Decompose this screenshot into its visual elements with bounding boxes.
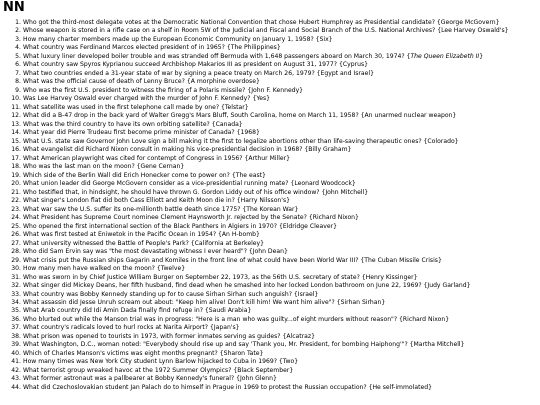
- question-number: 5.: [15, 52, 21, 60]
- question-text: What was first tested at Eniwetok in the Pacific Ocean in 1954? {An H-bomb}: [23, 231, 260, 239]
- question-text: What evangelist did Richard Nixon consult in making his vice-presidential decision in 1968? {Billy Graham}: [23, 146, 352, 154]
- question-item: [0, 146, 536, 154]
- question-item: [0, 350, 536, 358]
- question-number: 42.: [11, 366, 21, 374]
- question-number: 2.: [15, 27, 21, 35]
- question-item: [0, 44, 536, 52]
- question-text: Was Lee Harvey Oswald ever charged with the murder of John F. Kennedy? {Yes}: [23, 95, 271, 103]
- question-number: 24.: [11, 214, 21, 222]
- question-text: What was the third country to have its own orbiting satellite? {Canada}: [23, 120, 243, 128]
- question-number: 44.: [11, 383, 21, 391]
- question-text-end: }: [479, 52, 484, 60]
- question-item: [0, 121, 536, 129]
- question-item: [0, 316, 536, 324]
- question-text: How many times was New York City student Lynn Barlow hijacked to Cuba in 1969? {Two}: [23, 358, 299, 366]
- question-number: 15.: [11, 137, 21, 145]
- question-text: What crisis put the Russian ships Gagarin and Komiles in the front line of what could have been World War III? {The Cuban Missile Crisis}: [23, 256, 442, 264]
- question-number: 7.: [15, 69, 21, 77]
- question-item: [0, 138, 536, 146]
- question-number: 32.: [11, 282, 21, 290]
- question-text: What former astronaut was a pallbearer at Bobby Kennedy's funeral? {John Glenn}: [23, 375, 277, 383]
- question-item: [0, 375, 536, 383]
- question-number: 14.: [11, 129, 21, 137]
- question-item: [0, 333, 536, 341]
- question-text: What university witnessed the Battle of People's Park? {California at Berkeley}: [23, 239, 265, 247]
- question-number: 38.: [11, 332, 21, 340]
- question-text: Who did Sam Ervin say was "the most devastating witness I ever heard"? {John Dean}: [23, 248, 288, 256]
- question-number: 36.: [11, 315, 21, 323]
- question-item: [0, 129, 536, 137]
- question-item: [0, 180, 536, 188]
- question-item: [0, 257, 536, 265]
- question-text: What country saw Spyros Kyprianou succeed Archbishop Makarios III as president on August 31, 1977? {Cyprus}: [23, 61, 368, 69]
- question-item: [0, 307, 536, 315]
- question-item: [0, 223, 536, 231]
- question-number: 12.: [11, 112, 21, 120]
- question-number: 21.: [11, 188, 21, 196]
- question-text: What President has Supreme Court nominee Clement Haynsworth Jr. rejected by the Senate? {Richard Nixon}: [23, 214, 359, 222]
- page-title: NN: [3, 0, 25, 15]
- question-item: [0, 206, 536, 214]
- question-number: 16.: [11, 146, 21, 154]
- question-item: [0, 95, 536, 103]
- question-item: [0, 248, 536, 256]
- question-item: [0, 87, 536, 95]
- question-item: [0, 155, 536, 163]
- question-text: Who opened the first international section of the Black Panthers in Algiers in 1970? {Eldridge Cleaver}: [23, 222, 338, 230]
- question-item: [0, 231, 536, 239]
- question-text: What singer did Mickey Deans, her fifth husband, find dead when he smashed into her locked London bathroom on June 22, 1969? {Judy Garland}: [23, 282, 471, 290]
- question-text: What country was Bobby Kennedy standing up for to cause Sirhan Sirhan such anguish? {Israel}: [23, 290, 319, 298]
- question-number: 25.: [11, 222, 21, 230]
- question-list: [0, 19, 536, 392]
- question-text: What singer's London flat did both Cass Elliott and Keith Moon die in? {Harry Nilsson's}: [23, 197, 291, 205]
- question-number: 9.: [15, 86, 21, 94]
- question-text: Which of Charles Manson's victims was eight months pregnant? {Sharon Tate}: [23, 349, 264, 357]
- question-number: 11.: [11, 103, 21, 111]
- question-text: Who blurted out while the Manson trial was in progress: "Here is a man who was guilty...of eight murders without reason"? {Richard Nixon}: [23, 315, 450, 323]
- question-item: [0, 172, 536, 180]
- question-number: 20.: [11, 180, 21, 188]
- question-item: [0, 358, 536, 366]
- question-number: 39.: [11, 341, 21, 349]
- question-text: Who was the first U.S. president to witness the firing of a Polaris missile? {John F. Kennedy}: [23, 86, 304, 94]
- question-text: What year did Pierre Trudeau first become prime minister of Canada? {1968}: [23, 129, 260, 137]
- question-item: [0, 163, 536, 171]
- question-text: What terrorist group wreaked havoc at the 1972 Summer Olympics? {Black September}: [23, 366, 294, 374]
- question-number: 23.: [11, 205, 21, 213]
- question-number: 10.: [11, 95, 21, 103]
- question-number: 13.: [11, 120, 21, 128]
- question-item: [0, 19, 536, 27]
- question-number: 34.: [11, 298, 21, 306]
- question-number: 19.: [11, 171, 21, 179]
- question-number: 3.: [15, 35, 21, 43]
- question-item: [0, 214, 536, 222]
- question-number: 1.: [15, 19, 21, 26]
- question-text: Who was the last man on the moon? {Gene Cernan}: [23, 163, 185, 171]
- question-number: 18.: [11, 163, 21, 171]
- question-text: How many charter members made up the European Economic Community on January 1, 1958? {Six}: [23, 35, 333, 43]
- question-text: What luxury liner developed boiler trouble and was stranded off Bermuda with 1,648 passengers aboard on March 30, 1974? {: [23, 52, 411, 60]
- question-text: What country was Ferdinand Marcos elected president of in 1965? {The Philippines}: [23, 44, 281, 52]
- question-item: [0, 53, 536, 61]
- question-text: Whose weapon is stored in a rifle case on a shelf in Room 5W of the Judicial and Fiscal and Social Branch of the U.S. National Archives? {Lee Harvey Oswald's}: [23, 27, 509, 35]
- question-number: 22.: [11, 197, 21, 205]
- question-number: 8.: [15, 78, 21, 86]
- question-text: What two countries ended a 31-year state of war by signing a peace treaty on March 26, 1979? {Egypt and Israel}: [23, 69, 374, 77]
- question-item: [0, 341, 536, 349]
- question-item: [0, 36, 536, 44]
- question-text: What U.S. state saw Governor John Love sign a bill making it the first to legalize abortions other than life-saving therapeutic ones? {Colorado}: [23, 137, 459, 145]
- question-number: 26.: [11, 231, 21, 239]
- question-item: [0, 265, 536, 273]
- question-item: [0, 70, 536, 78]
- question-number: 17.: [11, 154, 21, 162]
- question-item: [0, 291, 536, 299]
- question-number: 43.: [11, 375, 21, 383]
- question-text: Who was sworn in by Chief Justice William Burger on September 22, 1973, as the 56th U.S. secretary of state? {Henry Kissinger}: [23, 273, 418, 281]
- question-text: How many men have walked on the moon? {Twelve}: [23, 265, 186, 273]
- question-item: [0, 324, 536, 332]
- question-text: What union leader did George McGovern consider as a vice-presidential running mate? {Leonard Woodcock}: [23, 180, 356, 188]
- question-text: What did Czechoslovakian student Jan Palach do to himself in Prague in 1969 to protest the Russian occupation? {He self-immolated}: [23, 383, 432, 391]
- question-text: What Washington, D.C., woman noted: "Everybody should rise up and say 'Thank you, Mr. President, for bombing Haiphong'"? {Martha Mitchell}: [23, 341, 465, 349]
- question-number: 4.: [15, 44, 21, 52]
- question-text: Who testified that, in hindsight, he should have thrown G. Gordon Liddy out of his office window? {John Mitchell}: [23, 188, 369, 196]
- question-number: 28.: [11, 248, 21, 256]
- question-item: [0, 197, 536, 205]
- question-item: [0, 27, 536, 35]
- question-item: [0, 299, 536, 307]
- question-item: [0, 61, 536, 69]
- question-number: 6.: [15, 61, 21, 69]
- question-item: [0, 384, 536, 392]
- question-item: [0, 274, 536, 282]
- question-text: What American playwright was cited for contempt of Congress in 1956? {Arthur Miller}: [23, 154, 291, 162]
- question-text: What was the official cause of death of Lenny Bruce? {A morphine overdose}: [23, 78, 260, 86]
- question-number: 29.: [11, 256, 21, 264]
- question-text-italic: The Queen Elizabeth II: [410, 52, 480, 60]
- question-number: 40.: [11, 349, 21, 357]
- question-item: [0, 78, 536, 86]
- question-text: Who got the third-most delegate votes at the Democratic National Convention that chose Hubert Humphrey as Presidential candidate? {George McGovern}: [23, 19, 500, 26]
- question-text: What assassin did Jesse Unruh scream out about: "Keep him alive! Don't kill him! We want him alive"? {Sirhan Sirhan}: [23, 298, 386, 306]
- question-text: What war saw the U.S. suffer its one-millionth battle death since 1775? {The Korean War}: [23, 205, 299, 213]
- question-item: [0, 189, 536, 197]
- question-number: 33.: [11, 290, 21, 298]
- question-number: 27.: [11, 239, 21, 247]
- question-text: What did a B-47 drop in the back yard of Walter Gregg's Mars Bluff, South Carolina, home on March 11, 1958? {An unarmed nuclear weapon}: [23, 112, 457, 120]
- question-item: [0, 282, 536, 290]
- question-item: [0, 112, 536, 120]
- question-number: 37.: [11, 324, 21, 332]
- question-text: What Arab country did Idi Amin Dada finally find refuge in? {Saudi Arabia}: [23, 307, 252, 315]
- question-item: [0, 367, 536, 375]
- question-number: 41.: [11, 358, 21, 366]
- question-text: What country's radicals loved to hurl rocks at Narita Airport? {Japan's}: [23, 324, 240, 332]
- question-item: [0, 240, 536, 248]
- question-text: Which side of the Berlin Wall did Erich Honecker come to power on? {The east}: [23, 171, 266, 179]
- question-text: What prison was opened to tourists in 1973, with former inmates serving as guides? {Alcatraz}: [23, 332, 315, 340]
- question-item: [0, 104, 536, 112]
- question-number: 35.: [11, 307, 21, 315]
- question-number: 30.: [11, 265, 21, 273]
- question-number: 31.: [11, 273, 21, 281]
- question-text: What satellite was used in the first telephone call made by one? {Telstar}: [23, 103, 249, 111]
